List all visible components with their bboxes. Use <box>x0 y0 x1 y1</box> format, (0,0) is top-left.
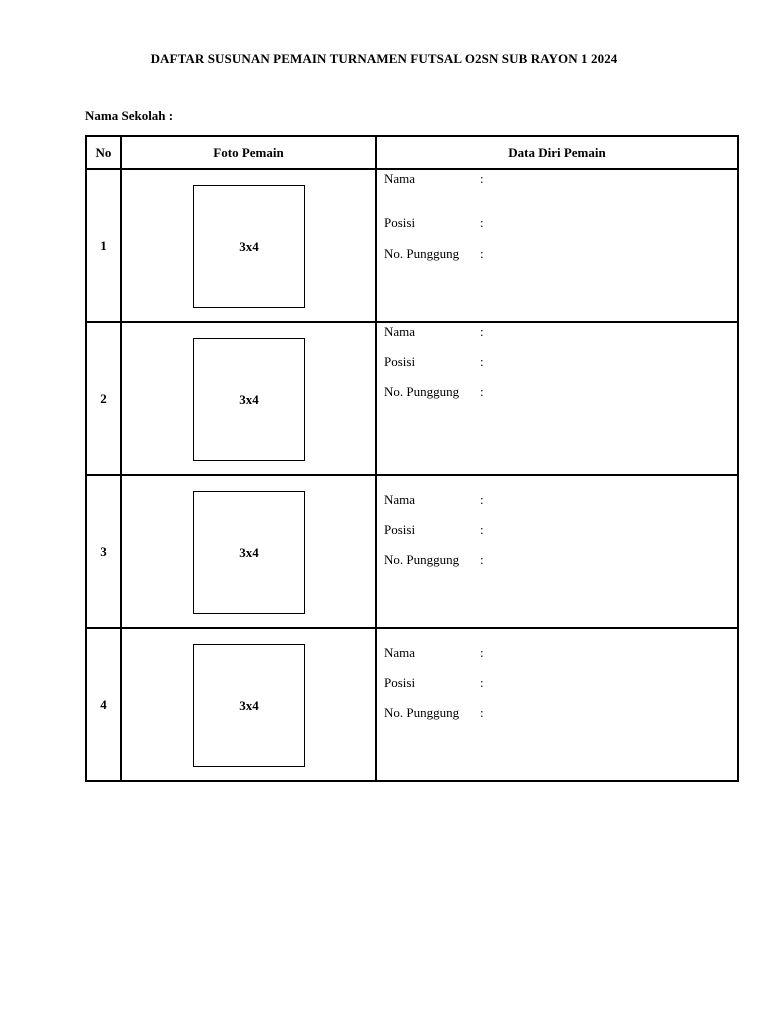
player-number: 1 <box>86 169 121 322</box>
field-separator: : <box>480 522 484 537</box>
player-number: 4 <box>86 628 121 781</box>
field-label: No. Punggung <box>384 705 460 720</box>
photo-cell <box>121 169 376 322</box>
field-posisi <box>384 354 484 370</box>
field-label: Posisi <box>384 675 416 690</box>
player-data-cell <box>376 475 738 628</box>
photo-placeholder: 3x4 <box>193 491 305 614</box>
field-separator: : <box>480 645 484 660</box>
document-title: DAFTAR SUSUNAN PEMAIN TURNAMEN FUTSAL O2SN SUB RAYON 1 2024 <box>150 51 618 66</box>
field-no-punggung <box>384 384 484 400</box>
field-nama <box>384 171 484 187</box>
table-row <box>86 322 738 475</box>
field-label: Nama <box>384 645 416 660</box>
photo-cell <box>121 322 376 475</box>
field-separator: : <box>480 215 484 230</box>
table-row <box>86 628 738 781</box>
field-label: Nama <box>384 324 416 339</box>
field-posisi <box>384 215 484 231</box>
table-header-row <box>86 136 738 169</box>
header-no: No <box>86 136 121 169</box>
field-separator: : <box>480 354 484 369</box>
field-no-punggung <box>384 705 484 721</box>
field-posisi <box>384 522 484 538</box>
photo-placeholder: 3x4 <box>193 338 305 461</box>
field-separator: : <box>480 246 484 261</box>
field-posisi <box>384 675 484 691</box>
player-roster-table <box>85 135 739 782</box>
player-data-cell <box>376 169 738 322</box>
school-name-label: Nama Sekolah : <box>85 108 174 123</box>
photo-placeholder: 3x4 <box>193 644 305 767</box>
field-separator: : <box>480 324 484 339</box>
photo-placeholder: 3x4 <box>193 185 305 308</box>
photo-cell <box>121 475 376 628</box>
player-data-cell <box>376 628 738 781</box>
field-nama <box>384 324 484 340</box>
field-nama <box>384 645 484 661</box>
field-separator: : <box>480 675 484 690</box>
field-label: Posisi <box>384 522 416 537</box>
table-row <box>86 169 738 322</box>
field-nama <box>384 492 484 508</box>
player-data-cell <box>376 322 738 475</box>
player-number: 3 <box>86 475 121 628</box>
field-no-punggung <box>384 246 484 262</box>
field-label: Posisi <box>384 354 416 369</box>
field-label: No. Punggung <box>384 246 460 261</box>
player-number: 2 <box>86 322 121 475</box>
table-row <box>86 475 738 628</box>
field-label: Nama <box>384 492 416 507</box>
field-no-punggung <box>384 552 484 568</box>
field-label: No. Punggung <box>384 552 460 567</box>
field-separator: : <box>480 552 484 567</box>
field-separator: : <box>480 171 484 186</box>
photo-cell <box>121 628 376 781</box>
header-data-diri-pemain: Data Diri Pemain <box>376 136 738 169</box>
field-label: No. Punggung <box>384 384 460 399</box>
field-label: Nama <box>384 171 416 186</box>
field-separator: : <box>480 492 484 507</box>
field-separator: : <box>480 384 484 399</box>
field-separator: : <box>480 705 484 720</box>
field-label: Posisi <box>384 215 416 230</box>
header-foto-pemain: Foto Pemain <box>121 136 376 169</box>
